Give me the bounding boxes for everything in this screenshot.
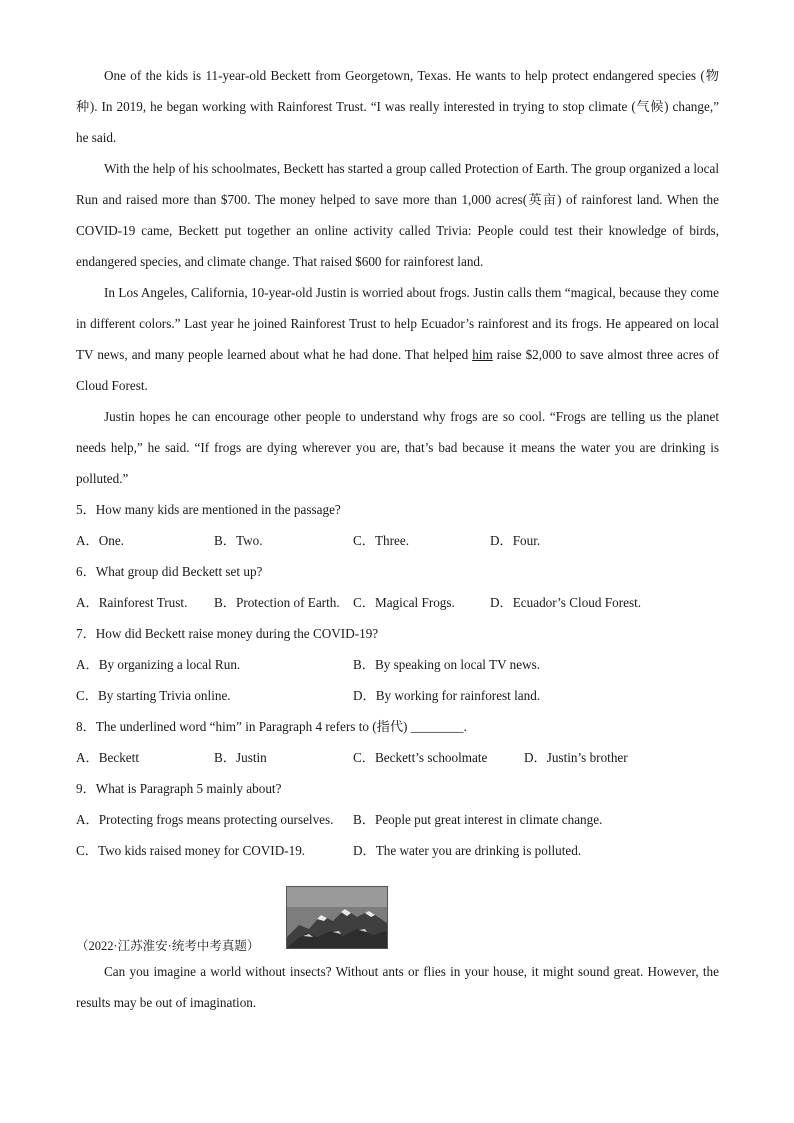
mountain-image xyxy=(287,887,387,948)
question-9-option-a: A．Protecting frogs means protecting ourselves. xyxy=(76,812,334,827)
question-6-stem: 6．What group did Beckett set up? xyxy=(76,564,263,579)
question-6-option-a: A．Rainforest Trust. xyxy=(76,595,188,610)
question-9-option-d: D．The water you are drinking is polluted. xyxy=(353,843,582,858)
question-7-options-row-1 xyxy=(76,649,719,680)
question-8-option-c: C．Beckett’s schoolmate xyxy=(353,750,488,765)
question-7-option-a: A．By organizing a local Run. xyxy=(76,657,241,672)
question-9-stem: 9．What is Paragraph 5 mainly about? xyxy=(76,781,282,796)
question-6-option-b: B．Protection of Earth. xyxy=(214,595,340,610)
question-9-option-c: C．Two kids raised money for COVID-19. xyxy=(76,843,306,858)
question-7-option-d: D．By working for rainforest land. xyxy=(353,688,541,703)
question-5-option-a: A．One. xyxy=(76,533,124,548)
next-section-header xyxy=(76,886,719,956)
next-passage-intro: Can you imagine a world without insects? Without ants or flies in your house, it might sound great. However, the results may be out of imagination. xyxy=(76,964,719,1010)
question-5-option-d: D．Four. xyxy=(490,533,541,548)
question-8-option-b: B．Justin xyxy=(214,750,267,765)
question-8-option-a: A．Beckett xyxy=(76,750,139,765)
passage-paragraph-3 xyxy=(76,277,719,401)
question-7-options-row-2 xyxy=(76,680,719,711)
question-9-option-b: B．People put great interest in climate change. xyxy=(353,812,603,827)
question-7-option-c: C．By starting Trivia online. xyxy=(76,688,231,703)
question-5-option-b: B．Two. xyxy=(214,533,263,548)
question-8-option-d: D．Justin’s brother xyxy=(524,750,628,765)
question-9-options-row-2 xyxy=(76,835,719,866)
paragraph-3-text-start: In Los Angeles, California, 10-year-old Justin is worried about frogs. Justin calls them “magical, because they come in different colors.” Last year he joined Rainforest Trust to help Ecuador’s rainforest and its frogs. He appeared on local TV news, and many people learned about what he had done. That helped xyxy=(76,285,719,362)
passage-paragraph-4: Justin hopes he can encourage other people to understand why frogs are so cool. “Frogs are telling us the planet needs help,” he said. “If frogs are dying wherever you are, that’s bad because it means the water you are drinking is polluted.” xyxy=(76,409,719,486)
question-7-option-b: B．By speaking on local TV news. xyxy=(353,657,541,672)
question-9-options-row-1 xyxy=(76,804,719,835)
question-8-options xyxy=(76,742,719,773)
mountain-photo xyxy=(286,886,388,949)
passage-paragraph-1: One of the kids is 11-year-old Beckett from Georgetown, Texas. He wants to help protect endangered species (物种). In 2019, he began working with Rainforest Trust. “I was really interested in trying to stop climate (气候) change,” he said. xyxy=(76,68,719,145)
underlined-word-him: him xyxy=(472,347,493,362)
exam-source-label: （2022·江苏淮安·统考中考真题） xyxy=(76,939,260,953)
question-5-option-c: C．Three. xyxy=(353,533,410,548)
question-6-option-d: D．Ecuador’s Cloud Forest. xyxy=(490,595,642,610)
question-7-stem: 7．How did Beckett raise money during the COVID-19? xyxy=(76,626,379,641)
passage-paragraph-2: With the help of his schoolmates, Beckett has started a group called Protection of Earth. The group organized a local Run and raised more than $700. The money helped to save more than 1,000 acres(英亩) of rainforest land. When the COVID-19 came, Beckett put together an online activity called Trivia: People could test their knowledge of birds, endangered species, and climate change. That raised $600 for rainforest land. xyxy=(76,161,719,269)
question-6-option-c: C．Magical Frogs. xyxy=(353,595,455,610)
question-5-stem: 5．How many kids are mentioned in the passage? xyxy=(76,502,341,517)
question-5-options xyxy=(76,525,719,556)
question-8-stem: 8．The underlined word “him” in Paragraph 4 refers to (指代) ________. xyxy=(76,719,467,734)
question-6-options xyxy=(76,587,719,618)
document-page xyxy=(76,60,719,1018)
paragraph-3-text-end: raise $2,000 to save almost three acres of Cloud Forest. xyxy=(76,347,719,393)
